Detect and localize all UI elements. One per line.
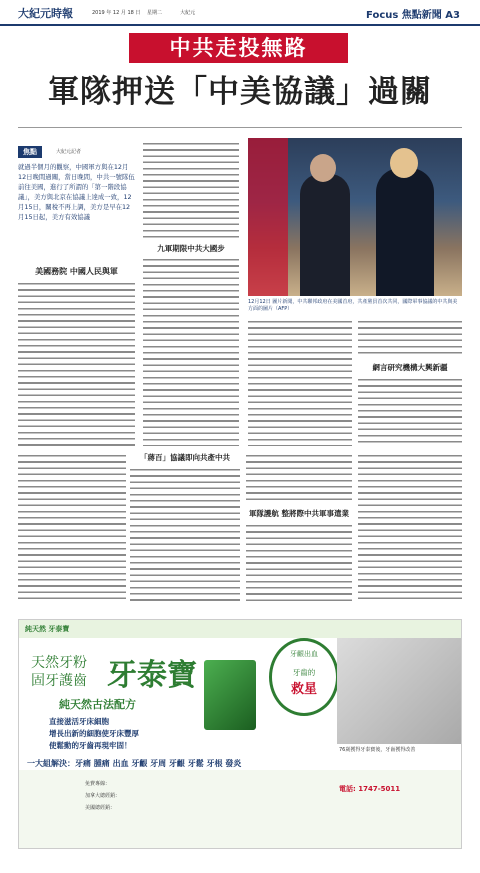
news-photo (248, 138, 462, 296)
article-col-2b (143, 256, 239, 446)
ad-strip (27, 756, 337, 770)
article-col-1 (18, 280, 135, 446)
article-col-4b (358, 376, 462, 446)
ad-line-1: 天然牙粉 (31, 655, 87, 671)
masthead-logo: 大紀元時報 (18, 7, 73, 20)
ad-foot-3: 美國總經銷： (85, 805, 116, 811)
focus-byline: 大紀元記者 (56, 149, 82, 155)
headline-banner: 中共走投無路 (129, 33, 348, 63)
subhead-2: 九軍期限中共大國步 (143, 243, 239, 254)
ad-footer (19, 770, 462, 849)
ad-brand: 牙泰寶 (107, 658, 197, 693)
focus-box (18, 146, 135, 244)
ad-bullet-1: 直接滋活牙床細胞 (49, 717, 109, 726)
ad-strip-text: 一大組解決：牙痛 腫痛 出血 牙齦 牙周 牙齦 牙鬆 牙根 發炎 (27, 759, 242, 768)
ad-line-3: 純天然古法配方 (59, 698, 136, 711)
article-col-5 (18, 452, 126, 604)
title-divider (18, 127, 462, 128)
subhead-5: 軍隊護航 整將際中共軍事遣業 (246, 508, 352, 519)
masthead-section: Focus 焦點新聞 A3 (366, 10, 460, 21)
article-col-6 (130, 466, 240, 604)
subhead-1: 美國務院 中國人民與軍 (35, 267, 118, 276)
article-col-4a (358, 318, 462, 358)
ad-foot-1: 免費專線： (85, 781, 111, 787)
subhead-6: 網言研究機構大興新疆 (358, 362, 462, 373)
ad-photo (337, 638, 461, 744)
ad-bullet-2: 增長出新的細胞使牙床豐厚 (49, 729, 139, 738)
ad-foot-2: 加拿大總經銷： (85, 793, 121, 799)
masthead-date: 2019 年 12 月 18 日 星期二 大紀元 (92, 10, 196, 16)
ad-bullet-3: 使鬆動的牙齒再現牢固！ (49, 741, 132, 750)
article-col-8 (358, 452, 462, 604)
ad-phone[interactable]: 電話: 1747-5011 (339, 785, 401, 793)
advertisement[interactable] (18, 619, 462, 849)
article-col-2a (143, 140, 239, 240)
focus-tag: 焦點 (18, 146, 42, 158)
ad-line-2: 固牙護齒 (31, 673, 87, 689)
photo-caption: 12月12日 圖片新聞，中共聯邦政府在美國首府，共產黨員首次共同，國際軍事協議的中共與美方面的圖片（AFP） (248, 299, 458, 312)
article-col-7a (246, 452, 352, 504)
article-col-7b (246, 522, 352, 604)
subhead-4: 「蔣百」協議即向共產中共 (130, 452, 240, 463)
article-col-3 (248, 318, 352, 446)
ad-top-brand: 純天然 牙泰寶 (25, 625, 70, 633)
page-title: 軍隊押送「中美協議」過關 (48, 74, 432, 110)
masthead (0, 0, 480, 26)
focus-text: 就過半個月的觀察，中國軍方與在12月12日晚間過關，當日晚間，中共一號隊伍前往美國，進行了所謂的「第一階段協議」，美方與北京在協議上達成一致，12月15日，關稅不再上調，美方是早在12月15日起，美方有效協議 (18, 163, 135, 221)
product-box-image (204, 660, 256, 730)
ad-photo-caption: 76歲獲得牙泰寶後，牙齒獲得改善 (339, 747, 416, 753)
ad-badge: 牙齦出血 牙齒的 救星 (269, 638, 339, 716)
